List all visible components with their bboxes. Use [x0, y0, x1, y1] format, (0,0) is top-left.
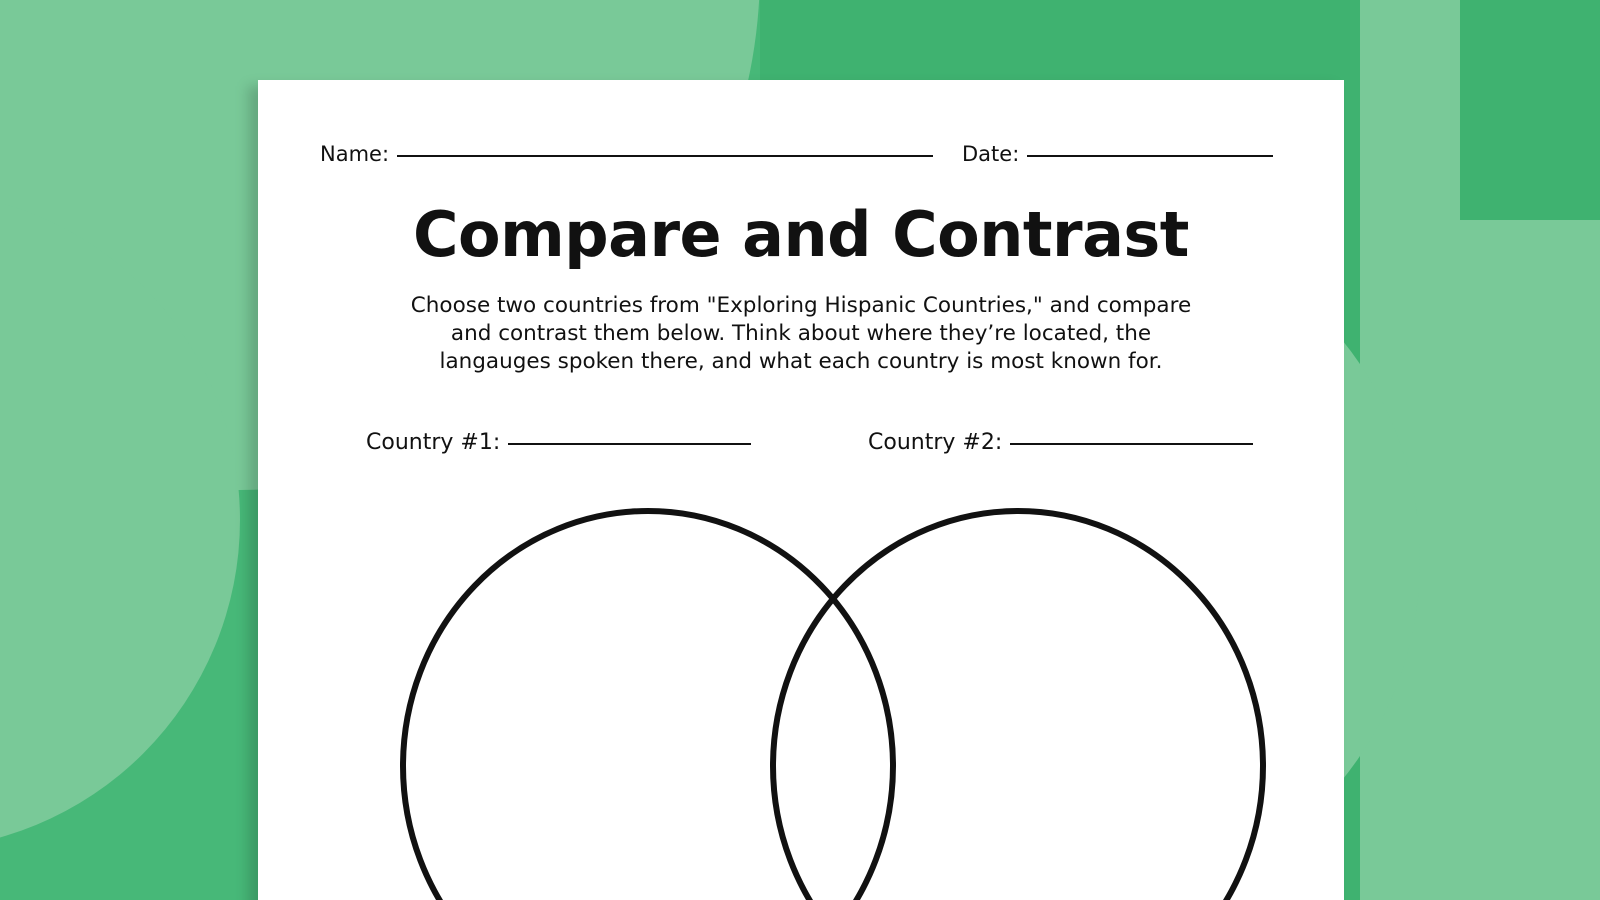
- date-field[interactable]: [962, 142, 1273, 166]
- name-input-rule[interactable]: [397, 154, 933, 157]
- background-mask-top-right: [1460, 0, 1600, 220]
- venn-circle-left[interactable]: [403, 511, 893, 900]
- country-2-input-rule[interactable]: [1010, 442, 1253, 445]
- country-1-input-rule[interactable]: [508, 442, 751, 445]
- name-label: Name:: [320, 142, 390, 166]
- country-2-label: Country #2:: [868, 430, 1003, 455]
- country-labels-row: [258, 430, 1344, 462]
- venn-circle-right[interactable]: [773, 511, 1263, 900]
- country-1-field[interactable]: [366, 430, 751, 455]
- venn-diagram: [258, 466, 1344, 900]
- page-title: Compare and Contrast: [413, 198, 1189, 271]
- worksheet-page: [258, 80, 1344, 900]
- country-2-field[interactable]: [868, 430, 1253, 455]
- instructions-text: Choose two countries from "Exploring Hispanic Countries," and compare and contrast them below. Think about where they’re located, the langauges spoken there, and what each country is most known for.: [410, 293, 1192, 375]
- name-field[interactable]: [320, 142, 933, 166]
- date-label: Date:: [962, 142, 1020, 166]
- country-1-label: Country #1:: [366, 430, 501, 455]
- name-date-row: [258, 142, 1344, 176]
- date-input-rule[interactable]: [1027, 154, 1273, 157]
